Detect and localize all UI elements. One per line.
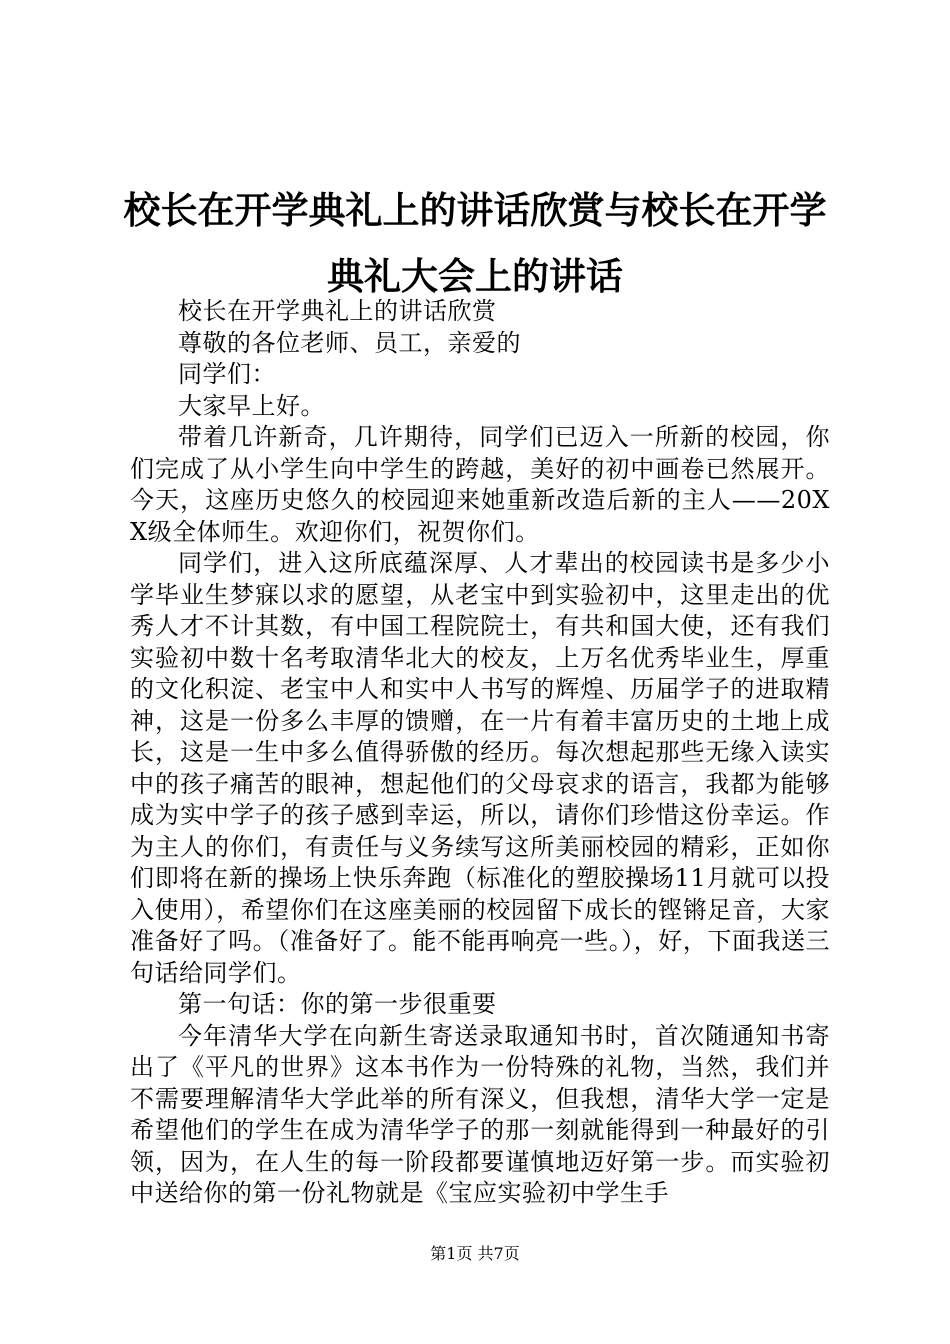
paragraph: 同学们，进入这所底蕴深厚、人才辈出的校园读书是多少小学毕业生梦寐以求的愿望，从老宝中到实验初中，这里走出的优秀人才不计其数，有中国工程院院士，有共和国大使，还有我们实验初中数十名考取清华北大的校友，上万名优秀毕业生，厚重的文化积淀、老宝中人和实中人书写的辉煌、历届学子的进取精神，这是一份多么丰厚的馈赠，在一片有着丰富历史的土地上成长，这是一生中多么值得骄傲的经历。每次想起那些无缘入读实中的孩子痛苦的眼神，想起他们的父母哀求的语言，我都为能够成为实中学子的孩子感到幸运，所以，请你们珍惜这份幸运。作为主人的你们，有责任与义务续写这所美丽校园的精彩，正如你们即将在新的操场上快乐奔跑（标准化的塑胶操场11月就可以投入使用），希望你们在这座美丽的校园留下成长的铿锵足音，大家准备好了吗。（准备好了。能不能再响亮一些。），好，下面我送三句话给同学们。 xyxy=(130,549,830,987)
paragraph: 校长在开学典礼上的讲话欣赏 xyxy=(178,297,497,325)
paragraph: 同学们： xyxy=(178,360,276,388)
page-title: 校长在开学典礼上的讲话欣赏与校长在开学典礼大会上的讲话 xyxy=(123,189,827,298)
paragraph: 大家早上好。 xyxy=(178,391,325,420)
page-number: 第1页 共7页 xyxy=(430,1244,520,1263)
paragraph: 今年清华大学在向新生寄送录取通知书时，首次随通知书寄出了《平凡的世界》这本书作为一份特殊的礼物，当然，我们并不需要理解清华大学此举的所有深义，但我想，清华大学一定是希望他们的学生在成为清华学子的那一刻就能得到一种最好的引领，因为，在人生的每一阶段都要谨慎地迈好第一步。而实验初中送给你的第一份礼物就是《宝应实验初中学生手 xyxy=(130,1021,830,1207)
paragraph: 第一句话：你的第一步很重要 xyxy=(178,990,497,1018)
paragraph: 尊敬的各位老师、员工，亲爱的 xyxy=(178,328,521,357)
document-body xyxy=(130,296,830,1210)
page-footer xyxy=(0,1244,950,1264)
paragraph: 带着几许新奇，几许期待，同学们已迈入一所新的校园，你们完成了从小学生向中学生的跨越，美好的初中画卷已然展开。今天，这座历史悠久的校园迎来她重新改造后新的主人——20XX级全体师生。欢迎你们，祝贺你们。 xyxy=(130,423,830,546)
